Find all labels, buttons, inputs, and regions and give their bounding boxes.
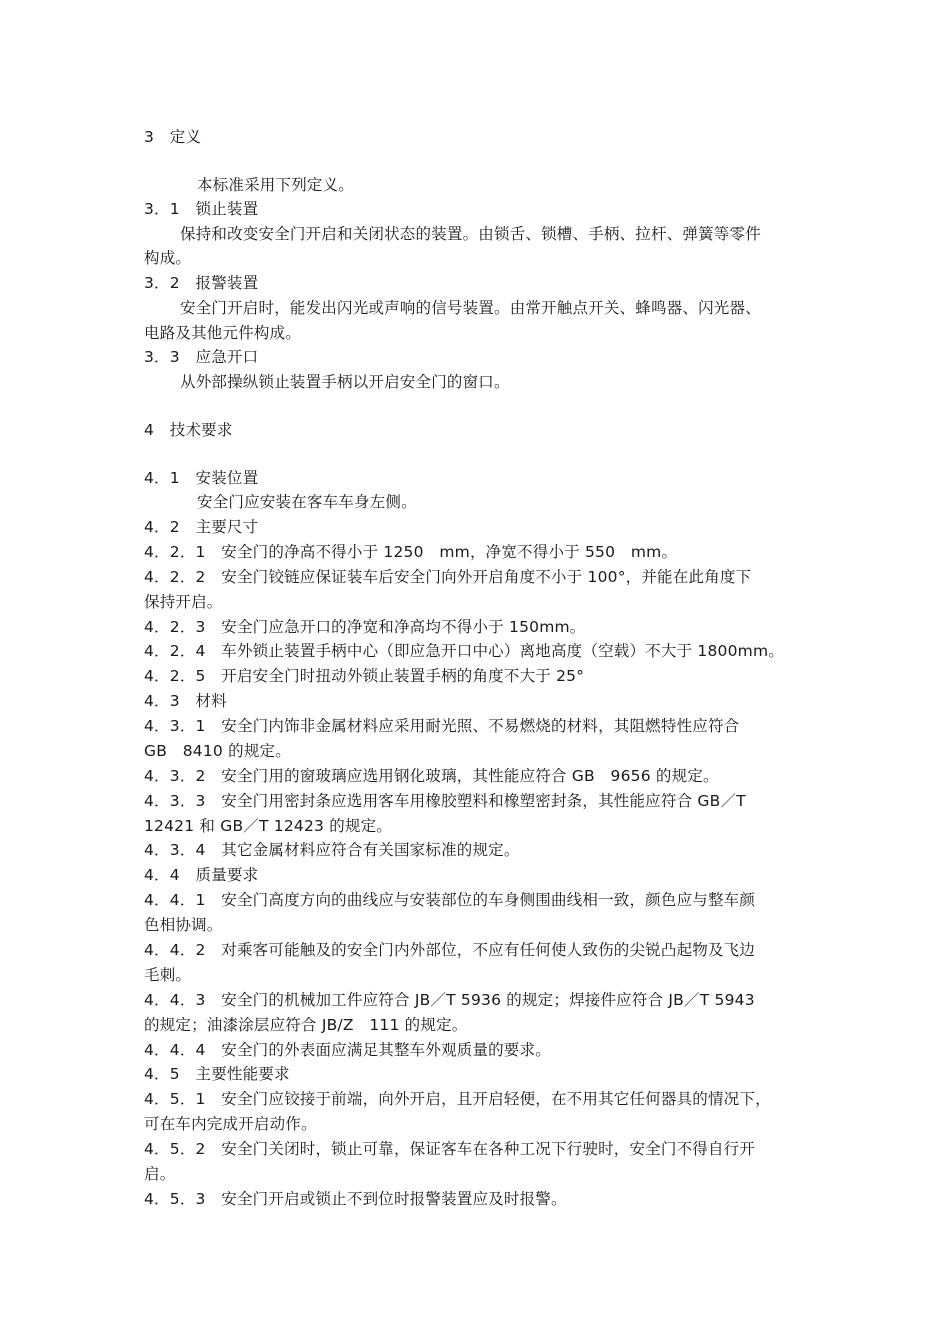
clause-4-3-3-cont: 12421 和 GB／T 12423 的规定。 [144,817,393,835]
section-4-heading: 4 技术要求 [144,421,233,439]
clause-4-3-4: 4．3．4 其它金属材料应符合有关国家标准的规定。 [144,841,520,859]
clause-4-4-3: 4．4．3 安全门的机械加工件应符合 JB／T 5936 的规定；焊接件应符合 JB／T 5943 [144,991,755,1009]
clause-4-5-3: 4．5．3 安全门开启或锁止不到位时报警装置应及时报警。 [144,1190,567,1208]
clause-4-4-4: 4．4．4 安全门的外表面应满足其整车外观质量的要求。 [144,1041,551,1059]
clause-4-2-4: 4．2．4 车外锁止装置手柄中心（即应急开口中心）离地高度（空载）不大于 1800mm。 [144,642,784,660]
section-3-2-body-cont: 电路及其他元件构成。 [144,324,302,342]
section-4-1-body: 安全门应安装在客车车身左侧。 [197,493,417,511]
section-4-4-heading: 4．4 质量要求 [144,866,259,884]
clause-4-5-2: 4．5．2 安全门关闭时，锁止可靠，保证客车在各种工况下行驶时，安全门不得自行开 [144,1140,756,1158]
clause-4-5-2-cont: 启。 [144,1165,176,1183]
clause-4-5-1-cont: 可在车内完成开启动作。 [144,1115,317,1133]
clause-4-3-1: 4．3．1 安全门内饰非金属材料应采用耐光照、不易燃烧的材料，其阻燃特性应符合 [144,717,740,735]
section-3-1-body: 保持和改变安全门开启和关闭状态的装置。由锁舌、锁槽、手柄、拉杆、弹簧等零件 [180,225,761,243]
clause-4-2-2-cont: 保持开启。 [144,593,223,611]
clause-4-4-1-cont: 色相协调。 [144,916,223,934]
clause-4-3-3: 4．3．3 安全门用密封条应选用客车用橡胶塑料和橡塑密封条，其性能应符合 GB／T [144,792,746,810]
section-3-intro: 本标准采用下列定义。 [197,176,355,194]
section-4-2-heading: 4．2 主要尺寸 [144,518,259,536]
clause-4-3-2: 4．3．2 安全门用的窗玻璃应选用钢化玻璃，其性能应符合 GB 9656 的规定。 [144,767,719,785]
clause-4-3-1-cont: GB 8410 的规定。 [144,742,291,760]
clause-4-4-2-cont: 毛刺。 [144,966,192,984]
clause-4-4-1: 4．4．1 安全门高度方向的曲线应与安装部位的车身侧围曲线相一致，颜色应与整车颜 [144,891,756,909]
section-3-3-heading: 3．3 应急开口 [144,348,259,366]
section-4-1-heading: 4．1 安装位置 [144,469,259,487]
clause-4-2-5: 4．2．5 开启安全门时扭动外锁止装置手柄的角度不大于 25° [144,667,585,685]
clause-4-4-3-cont: 的规定；油漆涂层应符合 JB/Z 111 的规定。 [144,1016,468,1034]
clause-4-2-2: 4．2．2 安全门铰链应保证装车后安全门向外开启角度不小于 100°，并能在此角度下 [144,568,752,586]
section-3-2-body: 安全门开启时，能发出闪光或声响的信号装置。由常开触点开关、蜂鸣器、闪光器、 [180,299,761,317]
clause-4-2-3: 4．2．3 安全门应急开口的净宽和净高均不得小于 150mm。 [144,618,586,636]
section-3-3-body: 从外部操纵锁止装置手柄以开启安全门的窗口。 [180,373,510,391]
clause-4-4-2: 4．4．2 对乘客可能触及的安全门内外部位，不应有任何使人致伤的尖锐凸起物及飞边 [144,941,756,959]
clause-4-2-1: 4．2．1 安全门的净高不得小于 1250 mm，净宽不得小于 550 mm。 [144,543,678,561]
section-3-heading: 3 定义 [144,128,202,146]
section-4-5-heading: 4．5 主要性能要求 [144,1065,290,1083]
clause-4-5-1: 4．5．1 安全门应铰接于前端，向外开启，且开启轻便，在不用其它任何器具的情况下， [144,1090,771,1108]
section-3-2-heading: 3．2 报警装置 [144,274,259,292]
section-4-3-heading: 4．3 材料 [144,692,227,710]
section-3-1-heading: 3．1 锁止装置 [144,200,259,218]
section-3-1-body-cont: 构成。 [144,249,192,267]
